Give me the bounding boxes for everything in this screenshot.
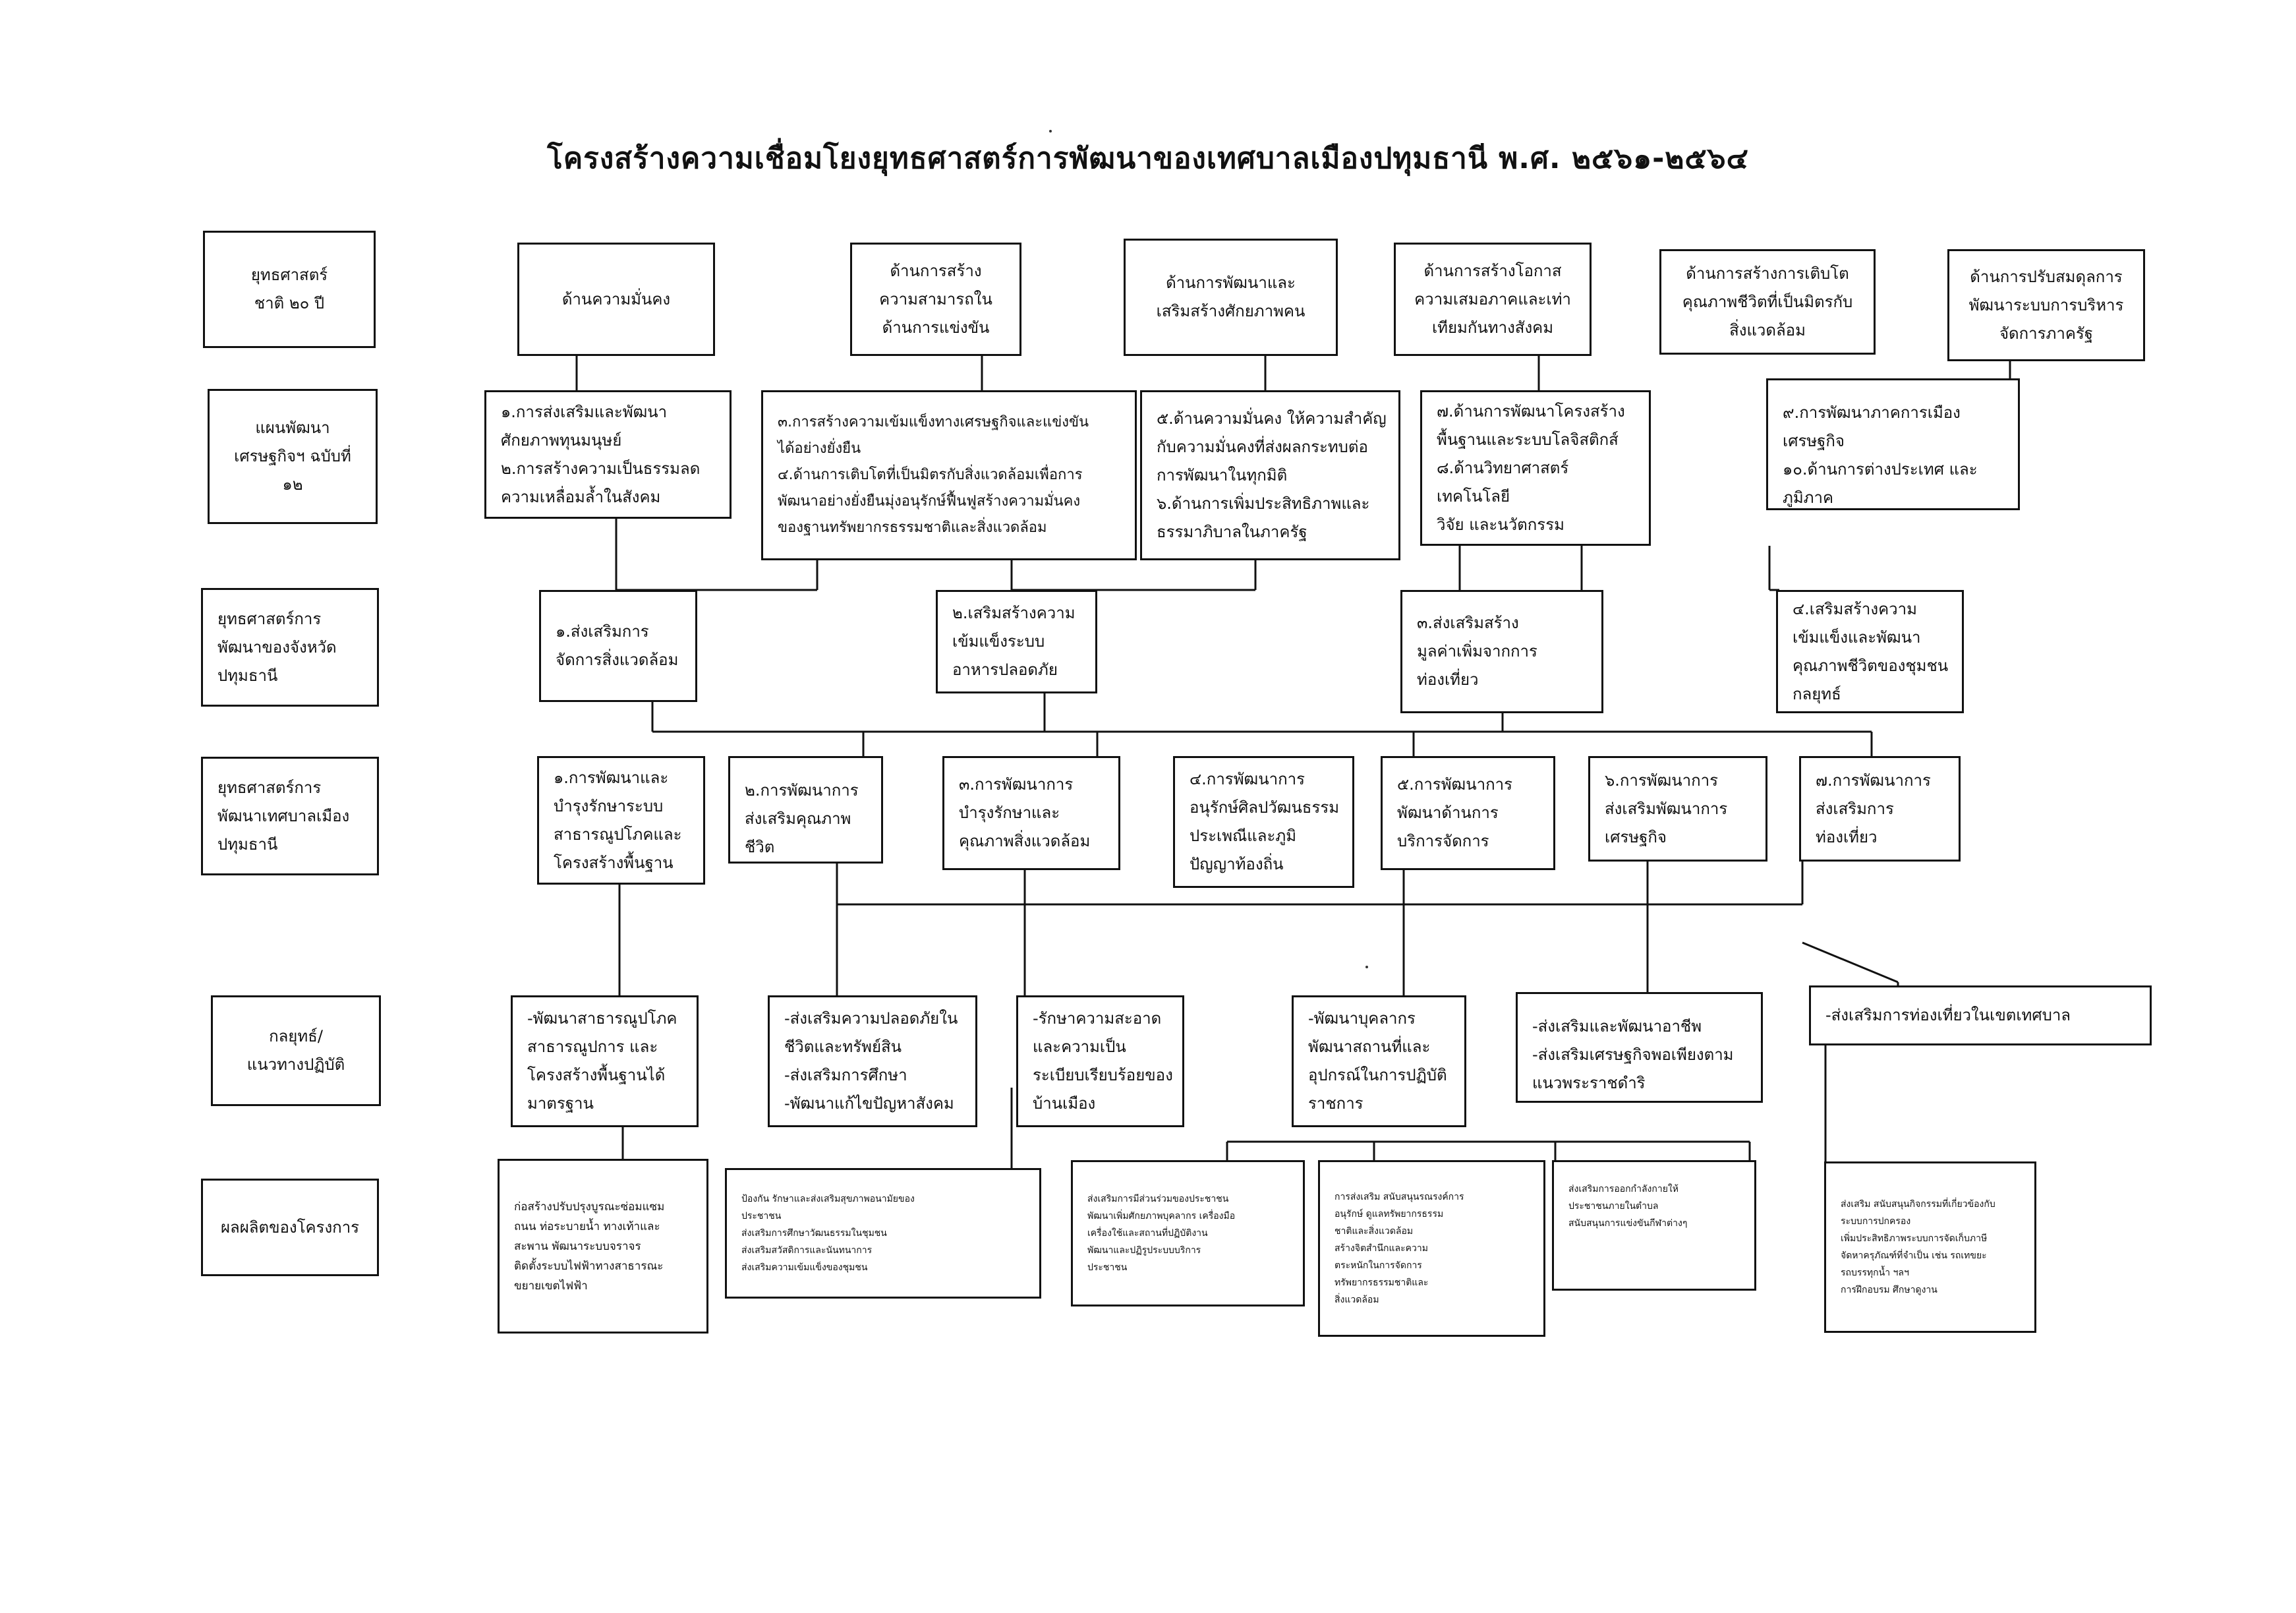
- municipal-strategy-3: ๓.การพัฒนาการ บำรุงรักษาและ คุณภาพสิ่งแวดล้อม: [942, 756, 1120, 870]
- municipal-strategy-7: ๗.การพัฒนาการ ส่งเสริมการ ท่องเที่ยว: [1799, 756, 1961, 862]
- tactic-2: -ส่งเสริมความปลอดภัยใน ชีวิตและทรัพย์สิน -ส่งเสริมการศึกษา -พัฒนาแก้ไขปัญหาสังคม: [768, 995, 977, 1127]
- national-strategy-1: ด้านความมั่นคง: [517, 243, 715, 356]
- municipal-strategy-4: ๔.การพัฒนาการ อนุรักษ์ศิลปวัฒนธรรม ประเพณีและภูมิ ปัญญาท้องถิ่น: [1173, 756, 1354, 888]
- output-3: ส่งเสริมการมีส่วนร่วมของประชาชน พัฒนาเพิ่มศักยภาพบุคลากร เครื่องมือ เครื่องใช้และสถานที่ปฏิบัติงาน พัฒนาและปฏิรูประบบบริการ ประชาชน: [1071, 1160, 1305, 1306]
- municipal-strategy-6: ๖.การพัฒนาการ ส่งเสริมพัฒนาการ เศรษฐกิจ: [1588, 756, 1767, 862]
- economic-plan-3-4: ๓.การสร้างความเข้มแข็งทางเศรษฐกิจและแข่งขัน ได้อย่างยั่งยืน ๔.ด้านการเติบโตที่เป็นมิตรกับสิ่งแวดล้อมเพื่อการ พัฒนาอย่างยั่งยืนมุ่งอนุรักษ์ฟื้นฟูสร้างความมั่นคง ของฐานทรัพยากรธรรมชาติและสิ่งแวดล้อม: [761, 390, 1137, 560]
- tactic-4: -พัฒนาบุคลากร พัฒนาสถานที่และ อุปกรณ์ในการปฏิบัติ ราชการ: [1292, 995, 1466, 1127]
- row-label-economic-plan: แผนพัฒนา เศรษฐกิจฯ ฉบับที่ ๑๒: [208, 389, 378, 524]
- economic-plan-1-2: ๑.การส่งเสริมและพัฒนา ศักยภาพทุนมนุษย์ ๒.การสร้างความเป็นธรรมลด ความเหลื่อมล้ำในสังคม: [484, 390, 732, 519]
- output-4: การส่งเสริม สนับสนุนรณรงค์การ อนุรักษ์ ดูแลทรัพยากรธรรม ชาติและสิ่งแวดล้อม สร้างจิตสำนึกและความ ตระหนักในการจัดการ ทรัพยากรธรรมชาติและ สิ่งแวดล้อม: [1318, 1160, 1545, 1337]
- national-strategy-5: ด้านการสร้างการเติบโต คุณภาพชีวิตที่เป็นมิตรกับ สิ่งแวดล้อม: [1659, 249, 1876, 355]
- tactic-5: -ส่งเสริมและพัฒนาอาชีพ -ส่งเสริมเศรษฐกิจพอเพียงตาม แนวพระราชดำริ: [1516, 992, 1763, 1103]
- national-strategy-3: ด้านการพัฒนาและ เสริมสร้างศักยภาพคน: [1124, 239, 1338, 356]
- national-strategy-4: ด้านการสร้างโอกาส ความเสมอภาคและเท่า เทียมกันทางสังคม: [1394, 243, 1592, 356]
- output-5: ส่งเสริมการออกกำลังกายให้ ประชาชนภายในตำบล สนับสนุนการแข่งขันกีฬาต่างๆ: [1552, 1160, 1756, 1291]
- national-strategy-2: ด้านการสร้าง ความสามารถใน ด้านการแข่งขัน: [850, 243, 1021, 356]
- municipal-strategy-2: ๒.การพัฒนาการ ส่งเสริมคุณภาพชีวิต: [728, 756, 883, 864]
- province-strategy-3: ๓.ส่งเสริมสร้าง มูลค่าเพิ่มจากการ ท่องเที่ยว: [1400, 590, 1603, 713]
- row-label-outputs: ผลผลิตของโครงการ: [201, 1179, 379, 1276]
- tactic-6: -ส่งเสริมการท่องเที่ยวในเขตเทศบาล: [1809, 985, 2152, 1045]
- economic-plan-5-6: ๕.ด้านความมั่นคง ให้ความสำคัญ กับความมั่นคงที่ส่งผลกระทบต่อ การพัฒนาในทุกมิติ ๖.ด้านการเพิ่มประสิทธิภาพและ ธรรมาภิบาลในภาครัฐ: [1140, 390, 1400, 560]
- economic-plan-7-8: ๗.ด้านการพัฒนาโครงสร้าง พื้นฐานและระบบโลจิสติกส์ ๘.ด้านวิทยาศาสตร์ เทคโนโลยี วิจัย และนวัตกรรม: [1420, 390, 1651, 546]
- economic-plan-9-10: ๙.การพัฒนาภาคการเมือง เศรษฐกิจ ๑๐.ด้านการต่างประเทศ และ ภูมิภาค: [1766, 378, 2020, 510]
- tactic-3: -รักษาความสะอาด และความเป็น ระเบียบเรียบร้อยของ บ้านเมือง: [1016, 995, 1184, 1127]
- province-strategy-4: ๔.เสริมสร้างความ เข้มแข็งและพัฒนา คุณภาพชีวิตของชุมชน กลยุทธ์: [1776, 590, 1964, 713]
- row-label-province-strategy: ยุทธศาสตร์การ พัฒนาของจังหวัด ปทุมธานี: [201, 588, 379, 707]
- output-1: ก่อสร้างปรับปรุงบูรณะซ่อมแซม ถนน ท่อระบายน้ำ ทางเท้าและ สะพาน พัฒนาระบบจราจร ติดตั้งระบบไฟฟ้าทางสาธารณะ ขยายเขตไฟฟ้า: [498, 1159, 708, 1334]
- page-title: โครงสร้างความเชื่อมโยงยุทธศาสตร์การพัฒนาของเทศบาลเมืองปทุมธานี พ.ศ. ๒๕๖๑-๒๕๖๔: [547, 142, 1749, 175]
- output-2: ป้องกัน รักษาและส่งเสริมสุขภาพอนามัยของ ประชาชน ส่งเสริมการศึกษาวัฒนธรรมในชุมชน ส่งเสริมสวัสดิการและนันทนาการ ส่งเสริมความเข้มแข็งของชุมชน: [725, 1168, 1041, 1299]
- scan-speck: [1365, 966, 1368, 968]
- row-label-municipal-strategy: ยุทธศาสตร์การ พัฒนาเทศบาลเมือง ปทุมธานี: [201, 757, 379, 875]
- scan-speck: [1049, 130, 1052, 132]
- municipal-strategy-1: ๑.การพัฒนาและ บำรุงรักษาระบบ สาธารณูปโภคและ โครงสร้างพื้นฐาน: [537, 756, 705, 885]
- row-label-tactics: กลยุทธ์/ แนวทางปฏิบัติ: [211, 995, 381, 1106]
- row-label-national-strategy: ยุทธศาสตร์ ชาติ ๒๐ ปี: [203, 231, 376, 348]
- province-strategy-1: ๑.ส่งเสริมการ จัดการสิ่งแวดล้อม: [539, 590, 697, 702]
- tactic-1: -พัฒนาสาธารณูปโภค สาธารณูปการ และ โครงสร้างพื้นฐานได้ มาตรฐาน: [511, 995, 699, 1127]
- province-strategy-2: ๒.เสริมสร้างความ เข้มแข็งระบบ อาหารปลอดภัย: [936, 590, 1097, 693]
- national-strategy-6: ด้านการปรับสมดุลการ พัฒนาระบบการบริหาร จัดการภาครัฐ: [1947, 249, 2145, 361]
- municipal-strategy-5: ๕.การพัฒนาการ พัฒนาด้านการ บริการจัดการ: [1381, 756, 1555, 870]
- output-6: ส่งเสริม สนับสนุนกิจกรรมที่เกี่ยวข้องกับ ระบบการปกครอง เพิ่มประสิทธิภาพระบบการจัดเก็บภาษี จัดหาครุภัณฑ์ที่จำเป็น เช่น รถเทขยะ รถบรรทุกน้ำ ฯลฯ การฝึกอบรม ศึกษาดูงาน: [1824, 1161, 2036, 1333]
